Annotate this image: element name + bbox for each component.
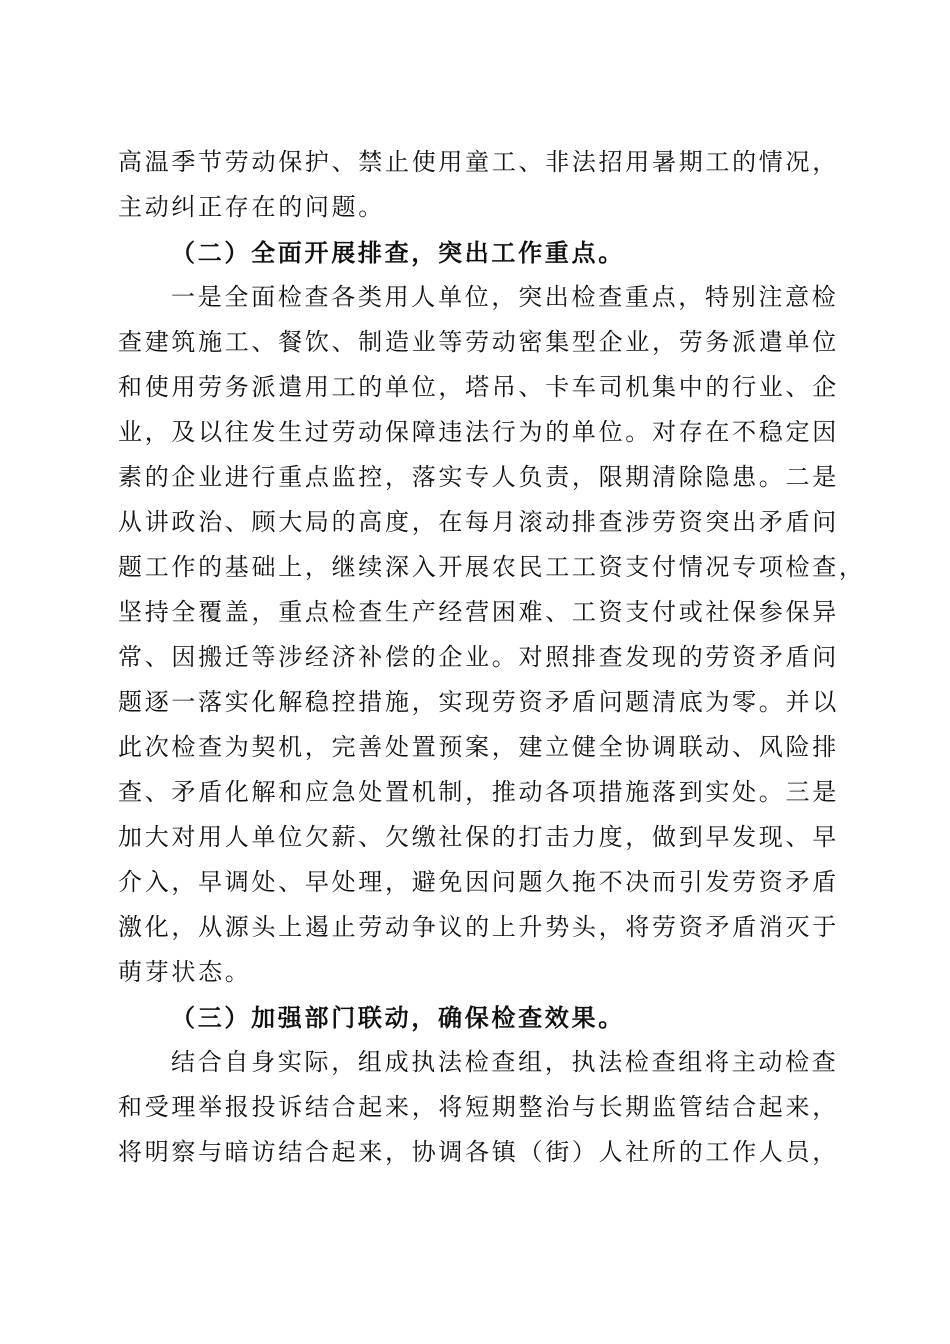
text-line: 主动纠正存在的问题。 (118, 193, 385, 221)
text-line: 查建筑施工、餐饮、制造业等劳动密集型企业，劳务派遣单位 (118, 328, 839, 356)
section-heading-3: （三）加强部门联动，确保检查效果。 (171, 1003, 625, 1032)
text-line: 常、因搬迁等涉经济补偿的企业。对照排查发现的劳资矛盾问 (118, 643, 839, 671)
text-line: 从讲政治、顾大局的高度，在每月滚动排查涉劳资突出矛盾问 (118, 508, 839, 536)
text-line: 激化，从源头上遏止劳动争议的上升势头，将劳资矛盾消灭于 (118, 913, 839, 941)
paragraph-inspection (118, 275, 866, 995)
paragraph-coordination (118, 1040, 839, 1175)
text-line: 介入，早调处、早处理，避免因问题久拖不决而引发劳资矛盾 (118, 868, 839, 896)
text-line: 题逐一落实化解稳控措施，实现劳资矛盾问题清底为零。并以 (118, 688, 839, 716)
text-line: 将明察与暗访结合起来，协调各镇（街）人社所的工作人员， (118, 1138, 839, 1166)
document-body (118, 140, 866, 1175)
text-line: 业，及以往发生过劳动保障违法行为的单位。对存在不稳定因 (118, 418, 839, 446)
text-line: 坚持全覆盖，重点检查生产经营困难、工资支付或社保参保异 (118, 598, 839, 626)
text-line: 查、矛盾化解和应急处置机制，推动各项措施落到实处。三是 (118, 778, 839, 806)
text-line: 和使用劳务派遣用工的单位，塔吊、卡车司机集中的行业、企 (118, 373, 839, 401)
text-line: 一是全面检查各类用人单位，突出检查重点，特别注意检 (171, 283, 839, 311)
text-line: 题工作的基础上，继续深入开展农民工工资支付情况专项检查， (118, 553, 866, 581)
text-line: 此次检查为契机，完善处置预案，建立健全协调联动、风险排 (118, 733, 839, 761)
text-line: 结合自身实际，组成执法检查组，执法检查组将主动检查 (171, 1048, 839, 1076)
paragraph-continued (118, 140, 839, 230)
text-line: 高温季节劳动保护、禁止使用童工、非法招用暑期工的情况， (118, 148, 839, 176)
section-heading-2: （二）全面开展排查，突出工作重点。 (171, 238, 625, 267)
text-line: 萌芽状态。 (118, 958, 252, 986)
text-line: 素的企业进行重点监控，落实专人负责，限期清除隐患。二是 (118, 463, 839, 491)
text-line: 加大对用人单位欠薪、欠缴社保的打击力度，做到早发现、早 (118, 823, 839, 851)
text-line: 和受理举报投诉结合起来，将短期整治与长期监管结合起来， (118, 1093, 839, 1121)
